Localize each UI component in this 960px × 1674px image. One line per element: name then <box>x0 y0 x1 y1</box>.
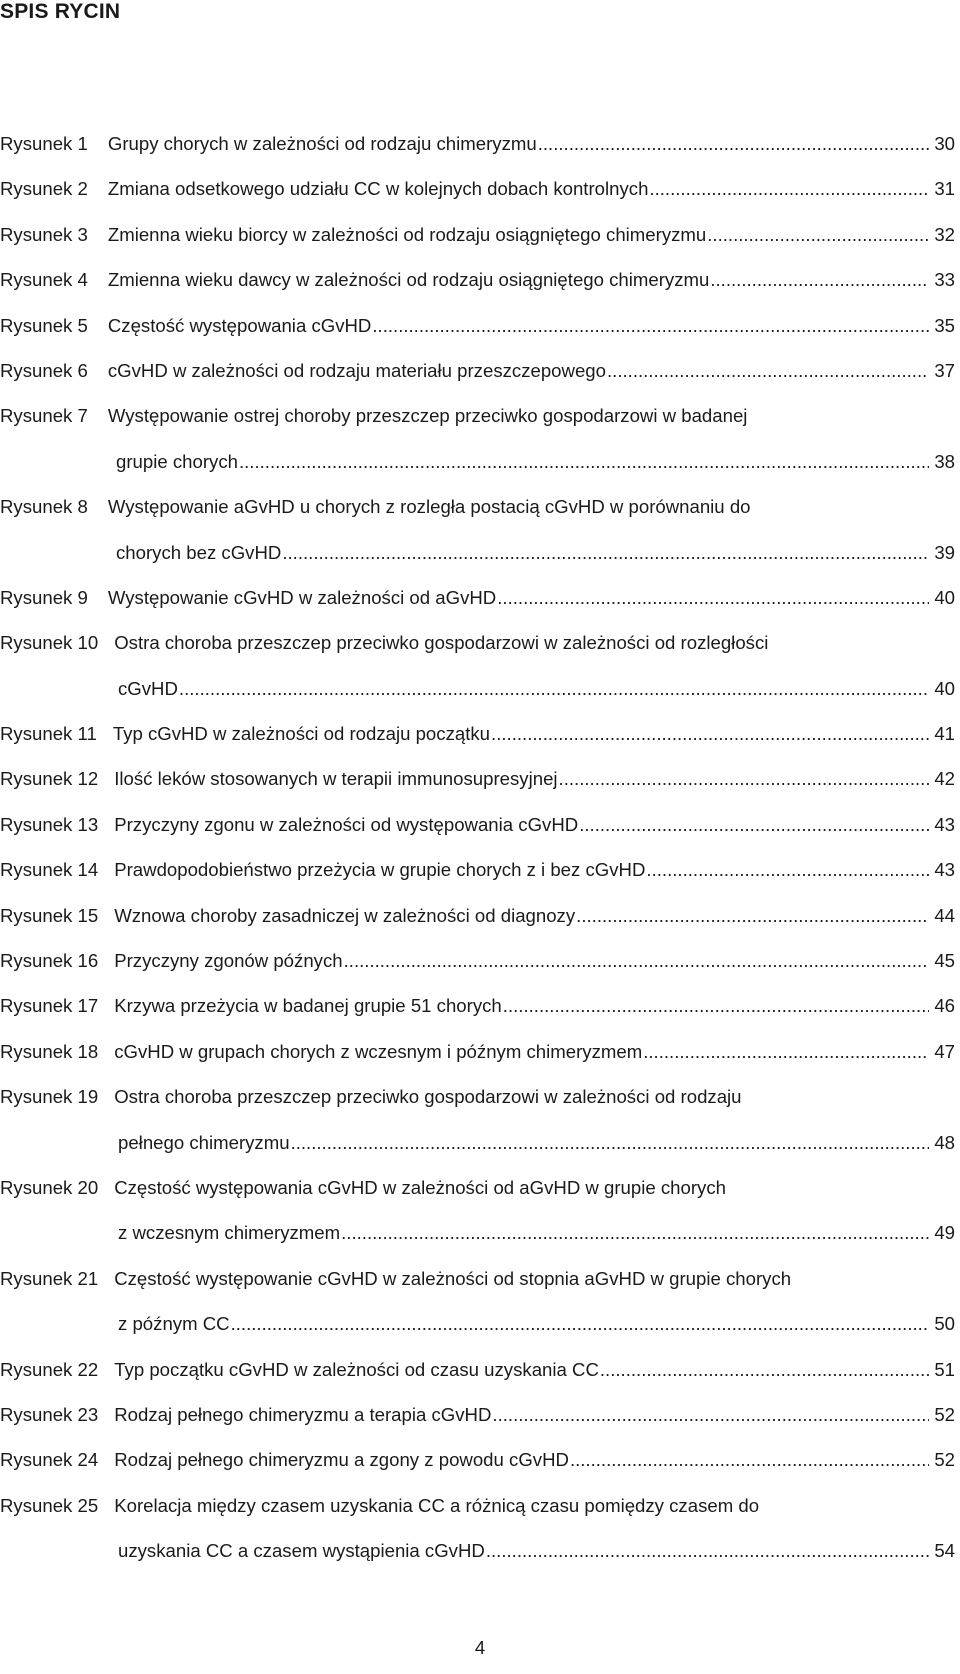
dot-leader <box>179 678 929 700</box>
figure-title-continuation: pełnego chimeryzmu <box>118 1131 290 1153</box>
toc-entry[interactable] <box>0 1359 955 1404</box>
toc-entry[interactable] <box>0 1177 955 1222</box>
figure-title: Zmienna wieku dawcy w zależności od rodzaju osiągniętego chimeryzmu <box>107 269 710 291</box>
figure-title: Prawdopodobieństwo przeżycia w grupie chorych z i bez cGvHD <box>114 859 646 881</box>
figure-page-number: 44 <box>934 904 955 926</box>
figure-label: Rysunek 3 <box>0 223 88 245</box>
figure-page-number: 43 <box>934 859 955 881</box>
figure-title: Rodzaj pełnego chimeryzmu a terapia cGvHD <box>114 1403 492 1425</box>
figure-page-number: 38 <box>934 450 955 472</box>
dot-leader <box>491 723 929 745</box>
figure-title: Wznowa choroby zasadniczej w zależności od diagnozy <box>114 904 576 926</box>
toc-entry[interactable] <box>0 1086 955 1131</box>
figure-label: Rysunek 19 <box>0 1086 99 1108</box>
toc-entry[interactable] <box>0 1495 955 1540</box>
figure-title-continuation: cGvHD <box>118 677 178 699</box>
figure-title: Ilość leków stosowanych w terapii immunosupresyjnej <box>114 768 558 790</box>
figure-title: Występowanie aGvHD u chorych z rozległa postacią cGvHD w porównaniu do <box>107 496 751 518</box>
page-number: 4 <box>474 1637 486 1658</box>
figure-title: Zmienna wieku biorcy w zależności od rodzaju osiągniętego chimeryzmu <box>107 223 707 245</box>
toc-entry-continuation[interactable] <box>0 1313 955 1358</box>
figure-page-number: 37 <box>934 359 955 381</box>
figure-title: Typ początku cGvHD w zależności od czasu uzyskania CC <box>114 1358 599 1380</box>
figure-title: cGvHD w zależności od rodzaju materiału przeszczepowego <box>107 359 606 381</box>
figure-page-number: 32 <box>934 223 955 245</box>
figure-label: Rysunek 2 <box>0 178 88 200</box>
figure-page-number: 33 <box>934 269 955 291</box>
figure-page-number: 54 <box>934 1540 955 1562</box>
figure-page-number: 49 <box>934 1222 955 1244</box>
toc-entry[interactable] <box>0 768 955 813</box>
figure-title: Rodzaj pełnego chimeryzmu a zgony z powodu cGvHD <box>114 1449 569 1471</box>
dot-leader <box>497 587 929 609</box>
dot-leader <box>559 768 930 790</box>
toc-entry[interactable] <box>0 224 955 269</box>
figure-title: Występowanie cGvHD w zależności od aGvHD <box>107 586 497 608</box>
dot-leader <box>344 950 930 972</box>
figure-title-continuation: grupie chorych <box>116 450 238 472</box>
dot-leader <box>341 1222 929 1244</box>
figure-page-number: 42 <box>934 768 955 790</box>
toc-entry-continuation[interactable] <box>0 1540 955 1585</box>
toc-entry[interactable] <box>0 269 955 314</box>
dot-leader <box>643 1041 929 1063</box>
page-title: SPIS RYCIN <box>0 0 121 23</box>
dot-leader <box>486 1540 929 1562</box>
figure-label: Rysunek 23 <box>0 1403 99 1425</box>
dot-leader <box>492 1404 929 1426</box>
figure-label: Rysunek 10 <box>0 632 99 654</box>
figure-label: Rysunek 25 <box>0 1494 99 1516</box>
toc-entry[interactable] <box>0 1449 955 1494</box>
dot-leader <box>576 905 929 927</box>
figure-page-number: 46 <box>934 995 955 1017</box>
figure-page-number: 41 <box>934 723 955 745</box>
toc-entry-continuation[interactable] <box>0 542 955 587</box>
toc-entry[interactable] <box>0 405 955 450</box>
toc-entry-continuation[interactable] <box>0 1222 955 1267</box>
figure-page-number: 35 <box>934 314 955 336</box>
figure-title: Zmiana odsetkowego udziału CC w kolejnych dobach kontrolnych <box>107 178 649 200</box>
figure-title: Częstość występowania cGvHD w zależności od aGvHD w grupie chorych <box>114 1176 726 1198</box>
toc-entry[interactable] <box>0 1268 955 1313</box>
figure-page-number: 30 <box>934 133 955 154</box>
toc-entry[interactable] <box>0 723 955 768</box>
figure-title: Grupy chorych w zależności od rodzaju chimeryzmu <box>107 133 537 154</box>
figure-title-continuation: uzyskania CC a czasem wystąpienia cGvHD <box>118 1540 485 1562</box>
figure-label: Rysunek 4 <box>0 269 88 291</box>
figure-label: Rysunek 16 <box>0 950 99 972</box>
figure-title: Typ cGvHD w zależności od rodzaju początku <box>112 723 491 745</box>
toc-entry[interactable] <box>0 178 955 223</box>
figure-page-number: 40 <box>934 677 955 699</box>
figure-page-number: 47 <box>934 1040 955 1062</box>
figure-label: Rysunek 1 <box>0 133 88 154</box>
figure-label: Rysunek 8 <box>0 496 88 518</box>
dot-leader <box>570 1449 929 1471</box>
toc-entry[interactable] <box>0 496 955 541</box>
figure-title: Przyczyny zgonów późnych <box>114 950 343 972</box>
figure-label: Rysunek 21 <box>0 1267 99 1289</box>
dot-leader <box>291 1132 930 1154</box>
dot-leader <box>538 133 930 155</box>
list-of-figures <box>0 133 955 1586</box>
toc-entry[interactable] <box>0 995 955 1040</box>
toc-entry[interactable] <box>0 133 955 178</box>
figure-page-number: 51 <box>934 1358 955 1380</box>
figure-title-continuation: chorych bez cGvHD <box>116 541 282 563</box>
figure-title: Krzywa przeżycia w badanej grupie 51 chorych <box>114 995 502 1017</box>
figure-title: cGvHD w grupach chorych z wczesnym i późnym chimeryzmem <box>114 1040 643 1062</box>
dot-leader <box>239 451 929 473</box>
figure-page-number: 31 <box>934 178 955 200</box>
figure-title: Ostra choroba przeszczep przeciwko gospodarzowi w zależności od rodzaju <box>114 1086 742 1108</box>
dot-leader <box>503 995 930 1017</box>
dot-leader <box>372 315 929 337</box>
figure-page-number: 48 <box>934 1131 955 1153</box>
figure-title: Ostra choroba przeszczep przeciwko gospodarzowi w zależności od rozległości <box>114 632 769 654</box>
dot-leader <box>607 360 929 382</box>
dot-leader <box>600 1359 929 1381</box>
figure-label: Rysunek 14 <box>0 859 99 881</box>
toc-entry[interactable] <box>0 1041 955 1086</box>
figure-label: Rysunek 22 <box>0 1358 99 1380</box>
toc-entry[interactable] <box>0 950 955 995</box>
figure-label: Rysunek 15 <box>0 904 99 926</box>
toc-entry[interactable] <box>0 859 955 904</box>
figure-page-number: 45 <box>934 950 955 972</box>
toc-entry[interactable] <box>0 905 955 950</box>
dot-leader <box>649 178 929 200</box>
dot-leader <box>579 814 929 836</box>
figure-page-number: 43 <box>934 813 955 835</box>
figure-label: Rysunek 6 <box>0 359 88 381</box>
figure-page-number: 40 <box>934 586 955 608</box>
figure-page-number: 39 <box>934 541 955 563</box>
figure-page-number: 52 <box>934 1449 955 1471</box>
toc-entry-continuation[interactable] <box>0 678 955 723</box>
toc-entry[interactable] <box>0 632 955 677</box>
toc-entry[interactable] <box>0 814 955 859</box>
figure-label: Rysunek 18 <box>0 1040 99 1062</box>
figure-label: Rysunek 5 <box>0 314 88 336</box>
figure-label: Rysunek 11 <box>0 723 97 745</box>
figure-page-number: 52 <box>934 1403 955 1425</box>
figure-label: Rysunek 7 <box>0 405 88 427</box>
figure-label: Rysunek 13 <box>0 813 99 835</box>
dot-leader <box>231 1313 930 1335</box>
figure-label: Rysunek 20 <box>0 1176 99 1198</box>
toc-entry[interactable] <box>0 1404 955 1449</box>
dot-leader <box>282 542 929 564</box>
figure-title: Korelacja między czasem uzyskania CC a różnicą czasu pomiędzy czasem do <box>114 1494 760 1516</box>
toc-entry-continuation[interactable] <box>0 451 955 496</box>
figure-title-continuation: z wczesnym chimeryzmem <box>118 1222 341 1244</box>
figure-page-number: 50 <box>934 1313 955 1335</box>
toc-entry-continuation[interactable] <box>0 1132 955 1177</box>
toc-entry[interactable] <box>0 587 955 632</box>
dot-leader <box>710 269 929 291</box>
toc-entry[interactable] <box>0 315 955 360</box>
figure-label: Rysunek 24 <box>0 1449 99 1471</box>
figure-title: Przyczyny zgonu w zależności od występowania cGvHD <box>114 813 579 835</box>
figure-title-continuation: z późnym CC <box>118 1313 230 1335</box>
figure-title: Występowanie ostrej choroby przeszczep przeciwko gospodarzowi w badanej <box>107 405 748 427</box>
figure-label: Rysunek 17 <box>0 995 99 1017</box>
figure-title: Częstość występowanie cGvHD w zależności od stopnia aGvHD w grupie chorych <box>114 1267 792 1289</box>
figure-label: Rysunek 12 <box>0 768 99 790</box>
toc-entry[interactable] <box>0 360 955 405</box>
figure-title: Częstość występowania cGvHD <box>107 314 372 336</box>
figure-label: Rysunek 9 <box>0 586 88 608</box>
dot-leader <box>646 859 929 881</box>
dot-leader <box>707 224 929 246</box>
